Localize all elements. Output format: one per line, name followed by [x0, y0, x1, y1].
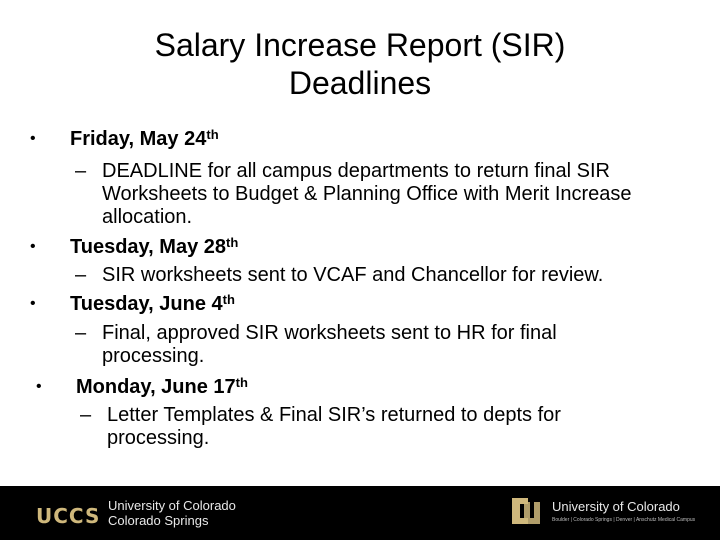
ordinal-suffix: th [222, 292, 235, 307]
dash-icon: – [75, 160, 87, 182]
deadline-date [70, 292, 235, 316]
cu-wordmark: University of Colorado [552, 499, 680, 514]
cu-campuses: Boulder | Colorado Springs | Denver | Anschutz Medical Campus [552, 517, 696, 523]
deadline-detail-1 [75, 160, 675, 230]
deadline-item-4 [36, 375, 696, 399]
uccs-wordmark [108, 498, 236, 528]
footer-bar [0, 486, 720, 540]
cu-monogram-icon [508, 494, 544, 530]
uccs-name-line-2: Colorado Springs [108, 513, 209, 528]
title-line-1: Salary Increase Report (SIR) [154, 27, 566, 63]
deadline-date-text: Tuesday, May 28 [70, 236, 226, 258]
deadline-date-text: Monday, June 17 [76, 376, 236, 398]
uccs-logo: UCCS [36, 504, 101, 528]
deadline-detail-text: SIR worksheets sent to VCAF and Chancellor for review. [102, 264, 604, 286]
dash-icon: – [75, 264, 87, 286]
ordinal-suffix: th [226, 235, 239, 250]
dash-icon: – [75, 322, 87, 344]
deadline-item-2 [30, 235, 690, 259]
ordinal-suffix: th [235, 375, 248, 390]
uccs-name-line-1: University of Colorado [108, 498, 236, 513]
ordinal-suffix: th [206, 127, 219, 142]
slide-title [0, 26, 720, 102]
deadline-detail-text: Letter Templates & Final SIR’s returned to depts for processing. [107, 404, 561, 449]
deadline-detail-3 [75, 322, 635, 370]
deadline-date-text: Tuesday, June 4 [70, 293, 223, 315]
deadline-detail-2 [75, 264, 695, 288]
bullet-icon: • [30, 238, 36, 255]
deadline-date [70, 235, 238, 259]
title-line-2: Deadlines [288, 65, 432, 101]
deadline-item-3 [30, 292, 690, 316]
deadline-detail-text: Final, approved SIR worksheets sent to HR for final processing. [102, 322, 557, 367]
dash-icon: – [80, 404, 92, 426]
deadline-date [76, 375, 248, 399]
deadline-detail-4 [80, 404, 640, 452]
deadline-detail-text: DEADLINE for all campus departments to return final SIR Worksheets to Budget & Planning Office with Merit Increase allocation. [102, 160, 632, 228]
deadline-item-1 [30, 127, 690, 151]
deadline-date [70, 127, 219, 151]
bullet-icon: • [30, 295, 36, 312]
bullet-icon: • [36, 378, 42, 395]
deadline-date-text: Friday, May 24 [70, 128, 207, 150]
bullet-icon: • [30, 130, 36, 147]
